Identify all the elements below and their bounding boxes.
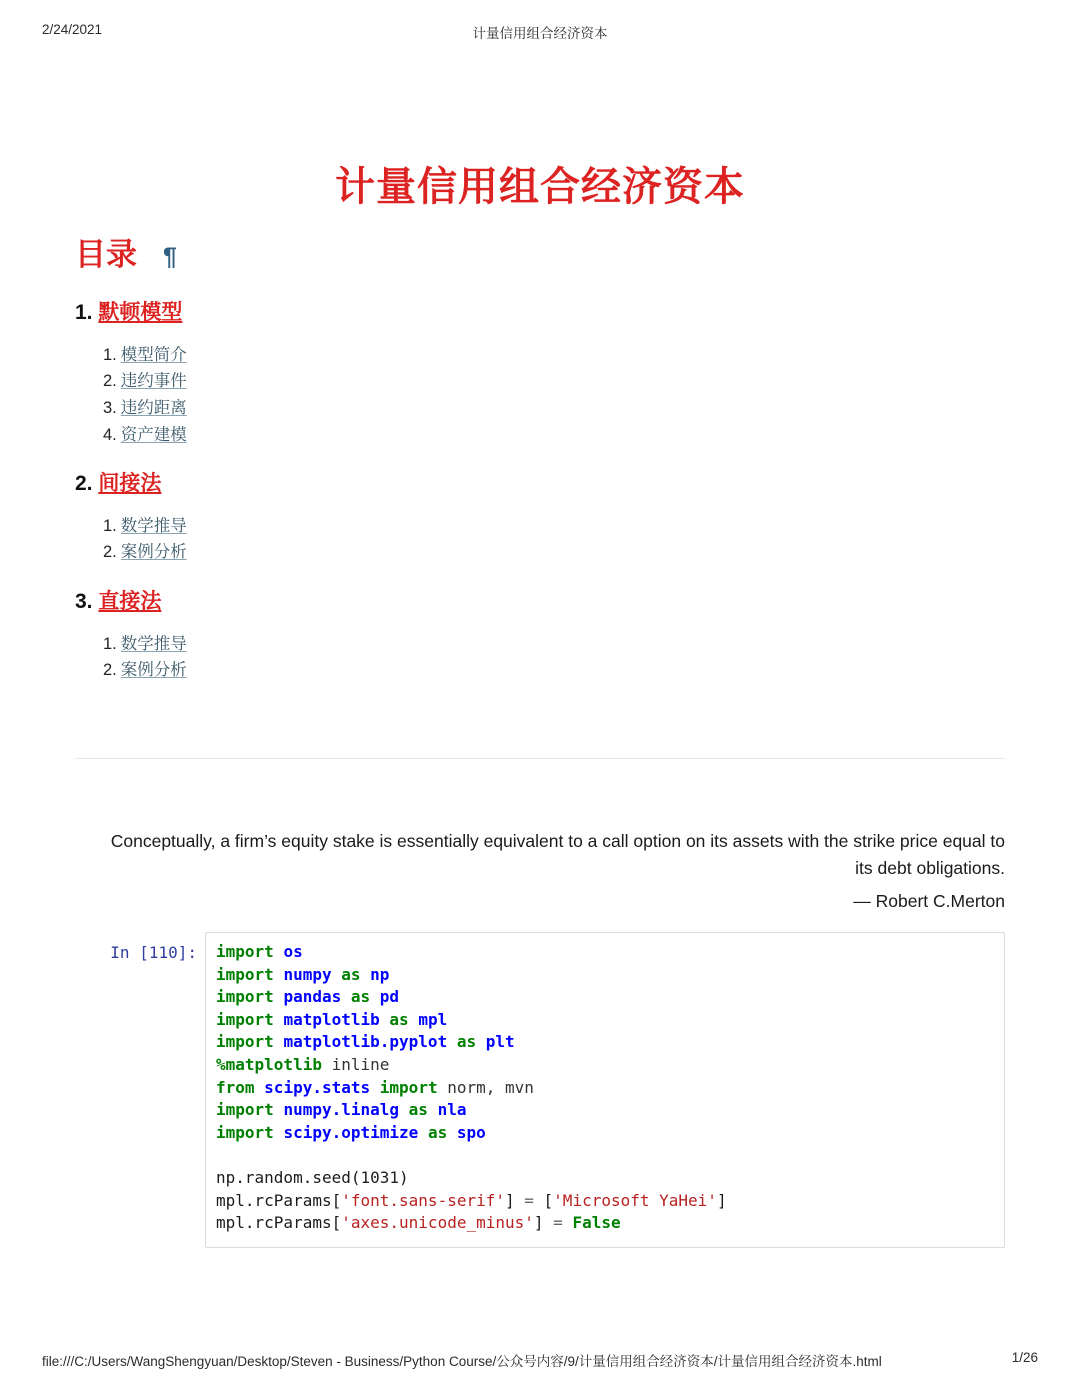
code-token-plain [418,1123,428,1142]
code-token-kw: as [408,1100,428,1120]
toc-subitem-number: 1. [103,516,117,535]
code-token-plain [399,1100,409,1119]
code-token-plain [274,1032,284,1051]
pilcrow-anchor-icon[interactable]: ¶ [163,243,177,271]
code-token-kw: as [456,1032,477,1052]
toc-subitem-number: 1. [103,634,117,653]
toc-subitem-link[interactable]: 模型简介 [120,345,187,364]
code-token-plain [332,965,342,984]
code-token-bool: False [572,1213,621,1233]
code-token-plain [274,1010,284,1029]
code-token-plain [341,987,351,1006]
code-token-mod: plt [485,1032,515,1052]
code-token-plain: ] [505,1190,525,1210]
code-token-plain [274,965,284,984]
toc-section-link[interactable]: 直接法 [98,590,162,614]
code-token-plain [447,1123,457,1142]
toc-section-number: 2. [75,472,93,496]
code-token-plain [255,1078,265,1097]
print-header-date: 2/24/2021 [42,22,103,37]
toc-subitem [103,342,1005,369]
toc-subitem-link[interactable]: 案例分析 [120,543,187,562]
code-token-str: 'font.sans-serif' [341,1190,505,1210]
toc-subitem [103,422,1005,449]
code-token-mod: scipy.optimize [283,1122,419,1142]
code-token-mod: nla [437,1100,467,1120]
code-token-kw: import [216,964,274,984]
toc-subitem-link[interactable]: 数学推导 [120,516,187,535]
toc-section-link[interactable]: 间接法 [98,472,162,496]
code-token-kw: import [216,942,274,961]
toc-section-row [75,470,1005,498]
code-token-kw: as [341,964,361,984]
code-token-mod: pd [379,987,400,1007]
quote-text: Conceptually, a firm’s equity stake is essentially equivalent to a call option on its assets with the strike price equal to its debt obligations. [110,831,1005,879]
code-token-mod: os [283,942,303,961]
code-token-plain: [ [533,1190,554,1210]
print-footer [0,1350,1080,1370]
code-token-kw: import [216,1009,274,1029]
code-token-plain [409,1010,419,1029]
code-token-kw: import [216,1100,274,1120]
code-token-magic: %matplotlib [216,1054,322,1074]
toc-subitem-number: 1. [103,345,117,364]
code-token-plain: ] [533,1213,554,1233]
toc-subitem-link[interactable]: 违约事件 [120,372,187,391]
code-token-plain [370,1078,380,1097]
toc-subitem [103,631,1005,658]
code-token-op: = [524,1190,534,1210]
code-token-plain [361,965,371,984]
code-token-plain [380,1010,390,1029]
toc-subitem-link[interactable]: 违约距离 [120,398,187,417]
code-token-plain: ] [716,1190,727,1210]
code-token-plain [274,1123,284,1142]
toc-section-row [75,588,1005,616]
code-token-plain: mpl.rcParams[ [216,1190,342,1210]
code-token-plain [370,987,380,1006]
code-token-plain [476,1032,486,1051]
toc-subitem [103,657,1005,684]
toc-subitem-link[interactable]: 案例分析 [120,661,187,680]
code-token-plain: mpl.rcParams[ [216,1213,342,1233]
code-token-kw: import [216,1122,274,1142]
code-token-plain: np.random.seed( [216,1167,361,1187]
toc-subitem [103,395,1005,422]
toc-section-number: 3. [75,590,93,614]
code-token-mod: numpy.linalg [283,1100,400,1120]
code-token-kw: as [389,1009,409,1029]
toc-section-link[interactable]: 默顿模型 [98,301,183,325]
code-token-plain [274,1100,284,1119]
code-token-kw: import [379,1077,438,1097]
code-token-mod: scipy.stats [264,1077,371,1097]
toc-subitem [103,513,1005,540]
toc-subitem [103,539,1005,566]
code-token-kw: from [216,1077,255,1097]
toc-subitem-number: 2. [103,372,117,391]
toc-section-number: 1. [75,301,93,325]
table-of-contents [75,236,1005,706]
toc-section [75,470,1005,566]
toc-subitem-number: 2. [103,543,117,562]
toc-level1-list [75,299,1005,684]
toc-subitem-link[interactable]: 资产建模 [120,425,187,444]
toc-heading [75,236,1005,273]
code-token-mod: spo [456,1122,486,1142]
toc-subitem-list [75,513,1005,566]
toc-subitem-list [75,631,1005,684]
code-token-mod: pandas [283,987,342,1007]
code-token-plain [274,987,284,1006]
toc-heading-label: 目录 [75,237,137,272]
page-title: 计量信用组合经济资本 [335,164,745,209]
code-token-plain: ) [399,1167,409,1187]
code-token-mod: mpl [418,1009,448,1029]
print-header [0,22,1080,42]
toc-section [75,588,1005,684]
code-token-kw: import [216,987,274,1007]
toc-section-row [75,299,1005,327]
code-token-plain [563,1213,573,1232]
code-token-plain [447,1032,457,1051]
code-token-mod: np [370,964,390,984]
code-token-name: norm, mvn [437,1077,534,1097]
code-token-op: = [553,1213,563,1233]
print-footer-path: file:///C:/Users/WangShengyuan/Desktop/Steven - Business/Python Course/公众号内容/9/计量信用组合经济资本/计量信用组合经济资本.html [42,1354,882,1369]
code-source[interactable] [216,941,994,1235]
print-header-title: 计量信用组合经济资本 [472,26,608,41]
toc-subitem [103,368,1005,395]
code-token-name: inline [321,1054,390,1074]
code-editor-area[interactable] [205,932,1005,1248]
code-token-mod: matplotlib [283,1009,380,1029]
code-token-num: 1031 [360,1167,400,1187]
code-token-mod: numpy [283,964,332,984]
code-token-kw: as [427,1122,448,1142]
code-cell-input-prompt: In [110]: [110,943,197,962]
toc-section [75,299,1005,448]
section-divider [75,758,1005,759]
quote-attribution: — Robert C.Merton [853,891,1005,912]
print-footer-page-number: 1/26 [1011,1350,1038,1365]
toc-subitem-number: 2. [103,661,117,680]
notebook-code-cell [75,932,1005,1248]
code-token-str: 'axes.unicode_minus' [341,1213,534,1233]
code-token-plain [274,942,284,961]
code-token-kw: import [216,1032,274,1052]
toc-subitem-list [75,342,1005,449]
code-token-str: 'Microsoft YaHei' [553,1190,717,1210]
merton-quote [100,828,1005,915]
toc-subitem-number: 3. [103,398,117,417]
toc-subitem-link[interactable]: 数学推导 [120,634,187,653]
toc-subitem-number: 4. [103,425,117,444]
code-token-plain [428,1100,438,1119]
code-token-mod: matplotlib.pyplot [283,1032,448,1052]
code-token-kw: as [350,987,371,1007]
